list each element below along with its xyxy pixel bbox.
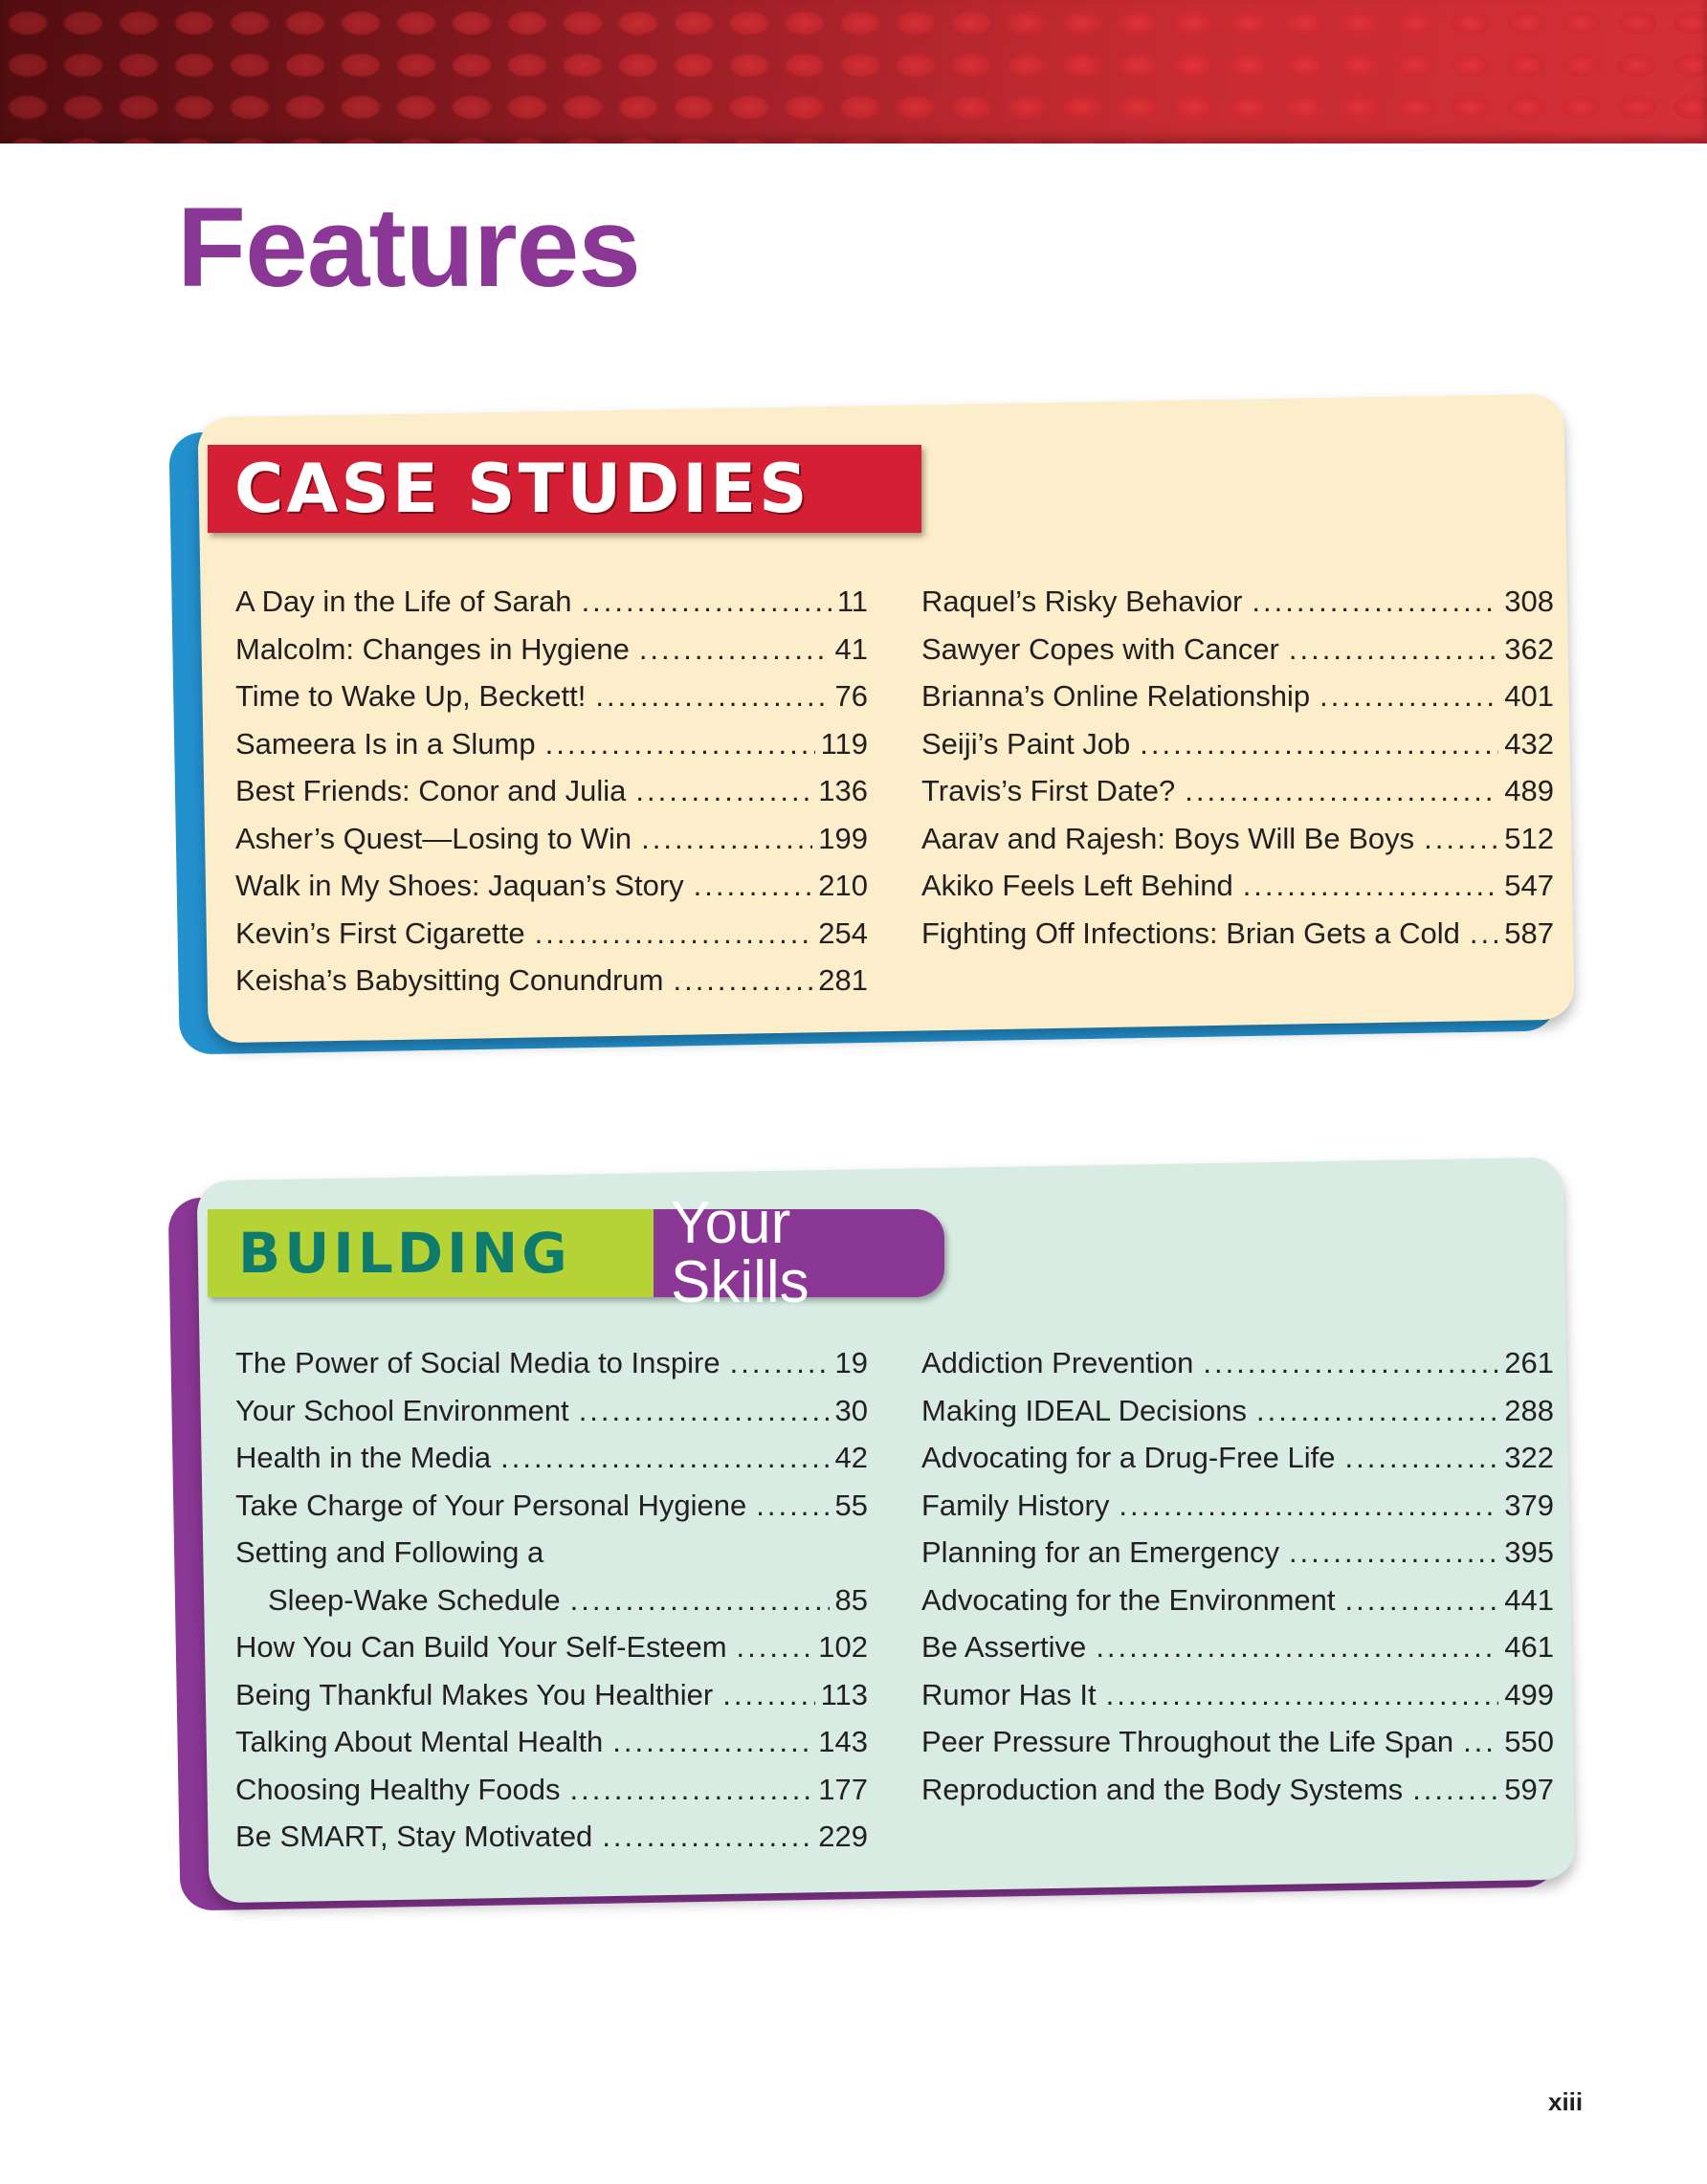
toc-entry-title: The Power of Social Media to Inspire bbox=[235, 1346, 720, 1379]
toc-entry-title: Peer Pressure Throughout the Life Span bbox=[921, 1725, 1454, 1758]
toc-entry-page: 55 bbox=[834, 1488, 868, 1522]
toc-entry-title: How You Can Build Your Self-Esteem bbox=[235, 1630, 727, 1664]
toc-entry bbox=[235, 957, 868, 1004]
toc-entry-page: 119 bbox=[820, 726, 868, 761]
dot-leader bbox=[1096, 1623, 1498, 1671]
toc-entry-title: Keisha’s Babysitting Conundrum bbox=[235, 963, 664, 997]
toc-entry bbox=[921, 1482, 1554, 1530]
toc-entry-title: Be SMART, Stay Motivated bbox=[235, 1820, 593, 1853]
dot-leader bbox=[1319, 673, 1498, 720]
dot-leader bbox=[579, 1387, 830, 1435]
toc-entry bbox=[235, 1766, 868, 1814]
toc-entry-page: 395 bbox=[1504, 1535, 1554, 1569]
toc-entry bbox=[921, 767, 1554, 815]
dot-leader bbox=[730, 1339, 830, 1387]
case-studies-heading-text: CASE STUDIES bbox=[234, 450, 810, 528]
toc-entry-title: Making IDEAL Decisions bbox=[921, 1393, 1247, 1427]
toc-entry bbox=[235, 1718, 868, 1766]
toc-entry-page: 42 bbox=[834, 1441, 868, 1474]
toc-entry-title: Your School Environment bbox=[235, 1393, 569, 1427]
toc-entry bbox=[235, 578, 868, 626]
toc-entry-title: Travis’s First Date? bbox=[921, 774, 1176, 807]
toc-entry bbox=[235, 1339, 868, 1387]
dot-leader bbox=[673, 957, 812, 1004]
toc-entry-page: 322 bbox=[1504, 1441, 1554, 1474]
toc-entry-title: Advocating for the Environment bbox=[921, 1582, 1336, 1617]
toc-entry bbox=[235, 1482, 868, 1530]
toc-entry-page: 281 bbox=[818, 963, 868, 997]
toc-entry-page: 308 bbox=[1504, 585, 1554, 618]
toc-entry bbox=[921, 1623, 1554, 1671]
toc-entry-page: 19 bbox=[834, 1346, 868, 1379]
toc-entry-title: Aarav and Rajesh: Boys Will Be Boys bbox=[921, 821, 1415, 855]
toc-entry-title: Setting and Following a bbox=[235, 1535, 544, 1569]
dot-leader bbox=[722, 1671, 814, 1719]
toc-entry-title: Brianna’s Online Relationship bbox=[921, 679, 1311, 713]
toc-entry-title: Advocating for a Drug-Free Life bbox=[921, 1441, 1336, 1474]
toc-entry-title: Akiko Feels Left Behind bbox=[921, 869, 1233, 902]
toc-entry-page: 30 bbox=[834, 1393, 868, 1427]
toc-entry-line bbox=[235, 1577, 868, 1624]
toc-entry-page: 379 bbox=[1504, 1488, 1554, 1522]
building-skills-heading bbox=[208, 1190, 944, 1315]
building-skills-heading-badge bbox=[208, 1209, 654, 1297]
building-skills-heading-word: BUILDING bbox=[238, 1221, 571, 1286]
toc-entry-title: Best Friends: Conor and Julia bbox=[235, 774, 627, 807]
dot-leader bbox=[1185, 767, 1498, 815]
toc-entry-title: Seiji’s Paint Job bbox=[921, 726, 1131, 761]
dot-leader bbox=[1289, 1529, 1498, 1577]
toc-entry bbox=[235, 720, 868, 768]
dot-leader bbox=[1243, 862, 1499, 910]
dot-leader bbox=[1463, 1718, 1498, 1766]
building-skills-heading-tab bbox=[654, 1190, 944, 1315]
toc-entry-page: 261 bbox=[1504, 1346, 1554, 1379]
toc-entry bbox=[235, 862, 868, 910]
dot-leader bbox=[1106, 1671, 1499, 1719]
dot-leader bbox=[694, 862, 813, 910]
toc-entry bbox=[921, 1434, 1554, 1482]
toc-entry bbox=[921, 720, 1554, 768]
toc-entry-title: Reproduction and the Body Systems bbox=[921, 1772, 1404, 1806]
dot-leader bbox=[582, 578, 831, 626]
toc-entry-title: Addiction Prevention bbox=[921, 1346, 1194, 1379]
toc-entry-page: 199 bbox=[818, 821, 868, 855]
dot-leader bbox=[1119, 1482, 1498, 1530]
dot-leader bbox=[569, 1766, 812, 1814]
toc-entry-title: Sawyer Copes with Cancer bbox=[921, 631, 1279, 666]
toc-entry-page: 461 bbox=[1504, 1630, 1554, 1664]
dot-leader bbox=[1424, 815, 1498, 863]
toc-entry bbox=[921, 578, 1554, 626]
toc-entry bbox=[235, 626, 868, 673]
dot-leader bbox=[595, 673, 829, 720]
dot-leader bbox=[570, 1577, 830, 1624]
toc-entry-title: Health in the Media bbox=[235, 1441, 492, 1474]
dot-leader bbox=[641, 815, 812, 863]
building-skills-heading-rest: Your Skills bbox=[671, 1190, 809, 1315]
toc-entry bbox=[921, 1671, 1554, 1719]
toc-entry-page: 288 bbox=[1504, 1393, 1554, 1427]
toc-entry bbox=[921, 910, 1554, 958]
toc-entry bbox=[235, 815, 868, 863]
toc-entry-title: Sameera Is in a Slump bbox=[235, 726, 536, 761]
toc-entry bbox=[235, 910, 868, 958]
toc-entry-title: Walk in My Shoes: Jaquan’s Story bbox=[235, 869, 684, 902]
toc-entry bbox=[235, 1529, 868, 1623]
toc-entry-title: Talking About Mental Health bbox=[235, 1725, 604, 1758]
dot-leader bbox=[1345, 1577, 1499, 1624]
toc-entry-page: 401 bbox=[1504, 679, 1554, 713]
dot-leader bbox=[1203, 1339, 1498, 1387]
building-skills-list-right bbox=[921, 1339, 1554, 1813]
dot-leader bbox=[1140, 720, 1498, 768]
dot-leader bbox=[500, 1434, 829, 1482]
toc-entry-page: 76 bbox=[834, 679, 868, 713]
toc-entry-title: Be Assertive bbox=[921, 1630, 1087, 1664]
dot-leader bbox=[1289, 626, 1498, 673]
toc-entry-page: 597 bbox=[1504, 1772, 1554, 1806]
toc-entry-title: Take Charge of Your Personal Hygiene bbox=[235, 1488, 747, 1522]
toc-entry-title: Malcolm: Changes in Hygiene bbox=[235, 631, 630, 666]
dot-leader bbox=[756, 1482, 829, 1530]
toc-entry-title: Planning for an Emergency bbox=[921, 1535, 1279, 1569]
toc-entry-page: 512 bbox=[1504, 821, 1554, 855]
toc-entry bbox=[921, 1718, 1554, 1766]
dot-leader bbox=[1470, 910, 1498, 958]
building-skills-list-left bbox=[235, 1339, 868, 1861]
toc-entry bbox=[235, 1387, 868, 1435]
toc-entry-page: 550 bbox=[1504, 1725, 1554, 1758]
toc-entry-title: Being Thankful Makes You Healthier bbox=[235, 1677, 714, 1711]
toc-entry-page: 587 bbox=[1504, 916, 1554, 950]
toc-entry-page: 143 bbox=[818, 1725, 868, 1758]
toc-entry bbox=[235, 1434, 868, 1482]
toc-entry bbox=[921, 626, 1554, 673]
page-number: xiii bbox=[1548, 2087, 1584, 2116]
toc-entry-page: 102 bbox=[818, 1630, 868, 1664]
dot-leader bbox=[1252, 578, 1498, 626]
dot-leader bbox=[635, 767, 812, 815]
toc-entry-page: 499 bbox=[1504, 1677, 1554, 1711]
toc-entry bbox=[921, 1529, 1554, 1577]
toc-entry bbox=[921, 862, 1554, 910]
toc-entry bbox=[921, 1766, 1554, 1814]
toc-entry-page: 11 bbox=[836, 585, 868, 618]
dot-leader bbox=[1412, 1766, 1498, 1814]
case-studies-list-left bbox=[235, 578, 868, 1004]
toc-entry-page: 432 bbox=[1504, 726, 1554, 761]
toc-entry bbox=[235, 1623, 868, 1671]
toc-entry bbox=[235, 767, 868, 815]
toc-entry-title: Asher’s Quest—Losing to Win bbox=[235, 821, 632, 855]
case-studies-heading bbox=[208, 445, 921, 533]
toc-entry-page: 441 bbox=[1504, 1582, 1554, 1617]
toc-entry-page: 136 bbox=[818, 774, 868, 807]
dot-leader bbox=[612, 1718, 812, 1766]
toc-entry bbox=[235, 1813, 868, 1861]
toc-entry-page: 210 bbox=[818, 869, 868, 902]
dot-leader bbox=[535, 910, 813, 958]
dot-leader bbox=[639, 626, 830, 673]
banner-shading bbox=[0, 0, 1707, 143]
toc-entry-page: 85 bbox=[834, 1582, 868, 1617]
toc-entry-title: Family History bbox=[921, 1488, 1110, 1522]
page-title: Features bbox=[177, 185, 640, 311]
toc-entry-page: 489 bbox=[1504, 774, 1554, 807]
toc-entry bbox=[235, 1671, 868, 1719]
case-studies-list-right bbox=[921, 578, 1554, 957]
toc-entry bbox=[921, 815, 1554, 863]
dot-leader bbox=[602, 1813, 812, 1861]
toc-entry-title: Raquel’s Risky Behavior bbox=[921, 585, 1243, 618]
dot-leader bbox=[545, 720, 815, 768]
toc-entry-title: Choosing Healthy Foods bbox=[235, 1772, 561, 1806]
toc-entry-page: 254 bbox=[818, 916, 868, 950]
toc-entry bbox=[921, 1339, 1554, 1387]
toc-entry-page: 362 bbox=[1504, 631, 1554, 666]
toc-entry bbox=[921, 1577, 1554, 1624]
toc-entry-title-continued: Sleep-Wake Schedule bbox=[268, 1582, 561, 1617]
toc-entry-title: Rumor Has It bbox=[921, 1677, 1097, 1711]
dot-leader bbox=[737, 1623, 813, 1671]
toc-entry-title: Fighting Off Infections: Brian Gets a Cold bbox=[921, 916, 1460, 950]
toc-entry-page: 547 bbox=[1504, 869, 1554, 902]
dot-leader bbox=[1345, 1434, 1499, 1482]
toc-entry bbox=[235, 673, 868, 720]
toc-entry-page: 229 bbox=[818, 1820, 868, 1853]
toc-entry-title: Kevin’s First Cigarette bbox=[235, 916, 525, 950]
toc-entry-title: A Day in the Life of Sarah bbox=[235, 585, 572, 618]
toc-entry-page: 41 bbox=[834, 631, 868, 666]
toc-entry bbox=[921, 1387, 1554, 1435]
dot-leader bbox=[1256, 1387, 1498, 1435]
toc-entry-page: 113 bbox=[820, 1677, 868, 1711]
toc-entry-page: 177 bbox=[818, 1772, 868, 1806]
toc-entry bbox=[921, 673, 1554, 720]
toc-entry-title: Time to Wake Up, Beckett! bbox=[235, 679, 587, 713]
